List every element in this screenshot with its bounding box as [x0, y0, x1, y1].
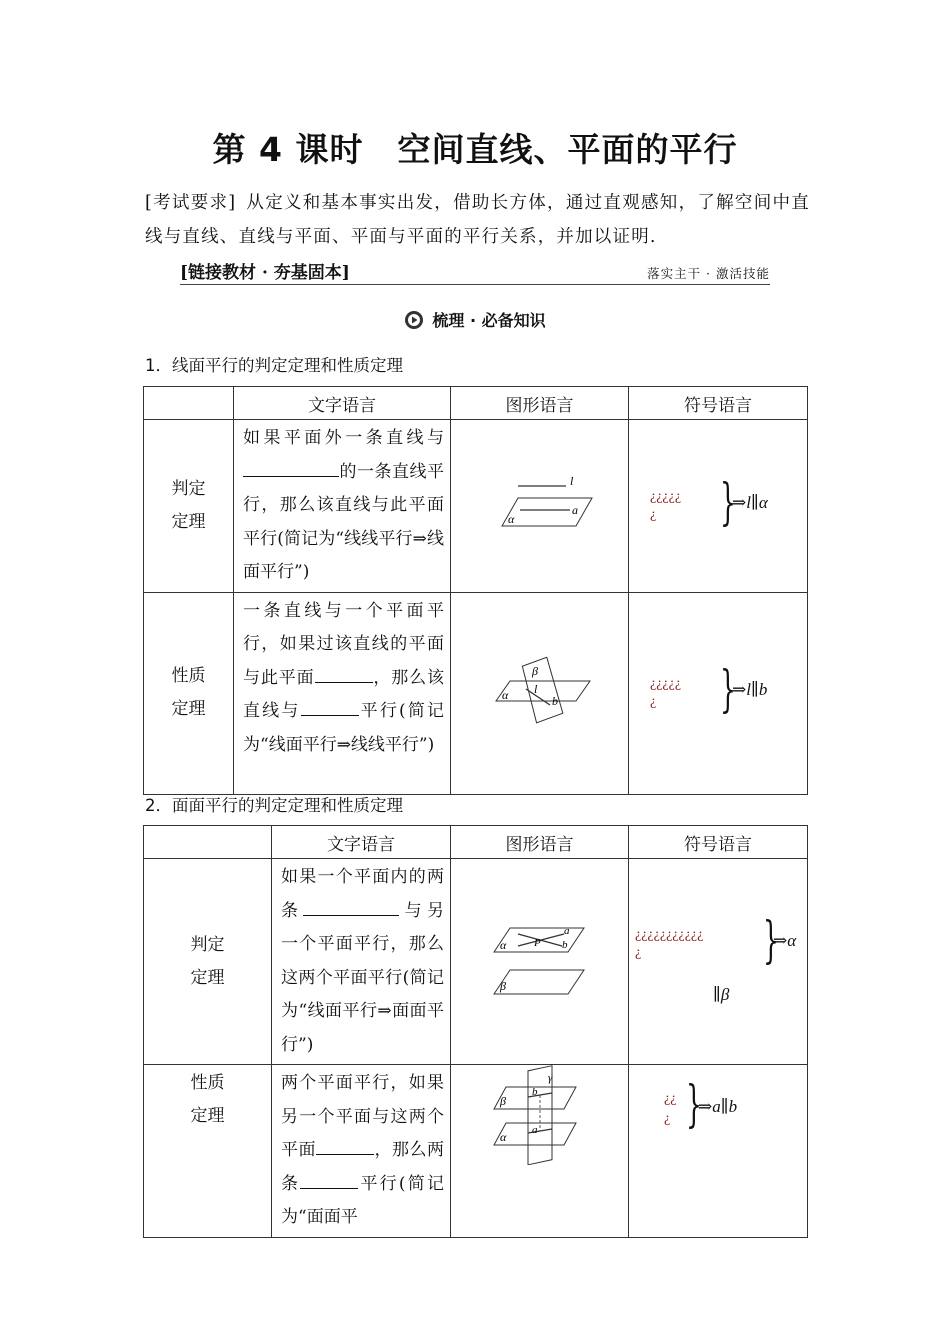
symbol-cell	[629, 592, 808, 794]
exam-requirement	[145, 186, 810, 254]
svg-text:l: l	[569, 474, 573, 489]
svg-text:γ: γ	[547, 1072, 552, 1084]
section-banner	[180, 258, 770, 285]
line-plane-parallel-table	[143, 386, 808, 795]
svg-text:α: α	[507, 512, 514, 527]
header-cell: 文字语言	[272, 826, 451, 859]
svg-text:P: P	[533, 937, 541, 949]
section-2-heading: 2．面面平行的判定定理和性质定理	[145, 796, 403, 815]
play-circle-icon	[404, 310, 424, 330]
svg-text:α: α	[501, 687, 508, 702]
row-label: 判定 定理	[144, 420, 234, 593]
table-header-row	[144, 826, 808, 859]
fill-in-blank[interactable]	[316, 1134, 374, 1155]
symbol-expression: ¿¿¿¿¿¿¿¿¿¿¿ ¿ } ⇒α ∥β	[635, 910, 797, 1004]
fill-in-blank[interactable]	[315, 662, 373, 683]
svg-text:b: b	[531, 1086, 537, 1098]
svg-text:b: b	[551, 693, 558, 708]
svg-text:b: b	[561, 939, 567, 951]
line-parallel-plane-figure	[480, 468, 600, 538]
plane-cutting-parallel-planes-figure	[480, 1065, 600, 1165]
row-label: 判定 定理	[144, 859, 272, 1065]
text-language-cell: 一条直线与一个平面平行，如果过该直线的平面与此平面 ，那么该直线与 平行(简记为“线面平行⇒线线平行”)	[234, 592, 451, 794]
two-planes-parallel-figure	[480, 914, 600, 1004]
fill-in-blank[interactable]	[303, 895, 399, 916]
symbol-cell	[629, 420, 808, 593]
requirement-tag: [考试要求]	[145, 193, 237, 213]
text-language-cell: 两个平面平行，如果另一个平面与这两个平面 ，那么两条 平行(简记为“面面平	[272, 1065, 451, 1238]
figure-cell	[451, 1065, 629, 1238]
figure-cell	[451, 420, 629, 593]
requirement-text: 从定义和基本事实出发，借助长方体，通过直观感知，了解空间中直线与直线、直线与平面、平面与平面的平行关系，并加以证明.	[145, 193, 811, 247]
header-cell: 符号语言	[629, 387, 808, 420]
header-cell	[144, 826, 272, 859]
svg-text:a: a	[531, 1124, 537, 1136]
header-cell: 图形语言	[451, 826, 629, 859]
svg-text:a: a	[571, 503, 578, 518]
row-label: 性质 定理	[144, 592, 234, 794]
knowledge-heading	[0, 308, 950, 331]
table-row	[144, 1065, 808, 1238]
symbol-expression: ¿¿ ¿ } ⇒a∥b	[664, 1075, 738, 1133]
header-cell	[144, 387, 234, 420]
svg-text:α: α	[499, 938, 506, 952]
header-cell: 符号语言	[629, 826, 808, 859]
page-title: 第 4 课时 空间直线、平面的平行	[212, 130, 738, 169]
plane-plane-parallel-table	[143, 825, 808, 1238]
text-language-cell: 如果平面外一条直线与的一条直线平行，那么该直线与此平面平行(简记为“线线平行⇒线面平行”)	[234, 420, 451, 593]
figure-cell	[451, 592, 629, 794]
section-1-heading: 1．线面平行的判定定理和性质定理	[145, 356, 403, 375]
svg-text:β: β	[531, 663, 538, 678]
svg-text:a: a	[563, 925, 569, 937]
header-cell: 文字语言	[234, 387, 451, 420]
fill-in-blank[interactable]	[301, 695, 359, 716]
svg-text:β: β	[499, 1094, 506, 1108]
svg-text:l: l	[533, 681, 537, 696]
banner-title: [链接教材 · 夯基固本]	[180, 263, 350, 283]
symbol-cell	[629, 859, 808, 1065]
table-row	[144, 592, 808, 794]
header-cell: 图形语言	[451, 387, 629, 420]
symbol-expression: ¿¿¿¿¿ ¿ } ⇒l∥b	[650, 660, 768, 718]
symbol-expression: ¿¿¿¿¿ ¿ } ⇒l∥α	[650, 472, 768, 531]
knowledge-title: 梳理 · 必备知识	[432, 311, 546, 330]
plane-intersection-figure	[480, 651, 600, 731]
symbol-cell	[629, 1065, 808, 1238]
svg-text:α: α	[499, 1130, 506, 1144]
fill-in-blank[interactable]	[300, 1168, 358, 1189]
banner-subtitle: 落实主干 · 激活技能	[647, 266, 770, 281]
row-label: 性质 定理	[144, 1065, 272, 1238]
figure-cell	[451, 859, 629, 1065]
table-row	[144, 420, 808, 593]
table-row	[144, 859, 808, 1065]
svg-text:β: β	[499, 979, 506, 993]
fill-in-blank[interactable]	[243, 456, 339, 477]
text-language-cell: 如果一个平面内的两条 与另一个平面平行，那么这两个平面平行(简记为“线面平行⇒面面平行”)	[272, 859, 451, 1065]
table-header-row	[144, 387, 808, 420]
